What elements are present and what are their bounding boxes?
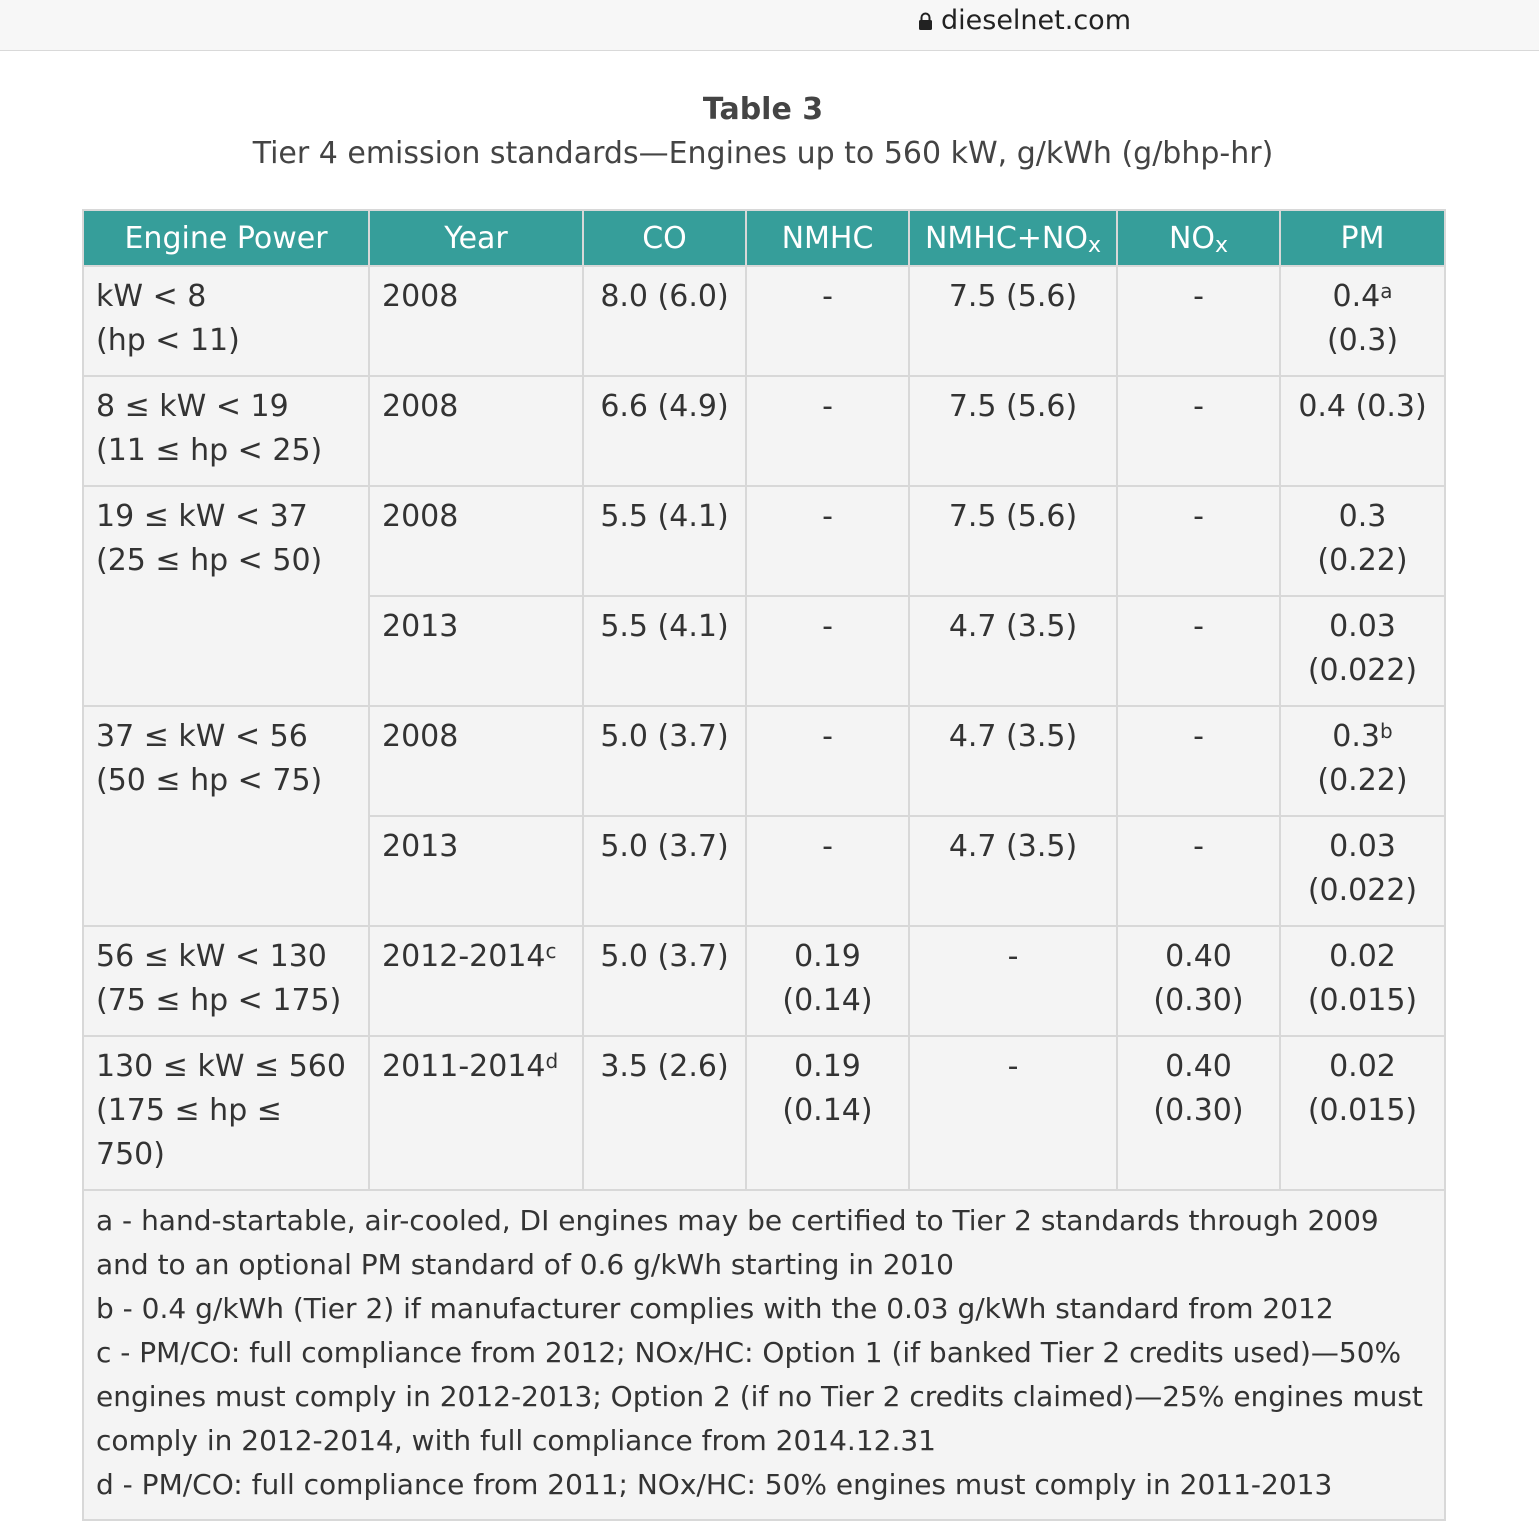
nmhc-cell <box>746 1036 909 1190</box>
pm-value: 0.3 <box>1332 719 1380 754</box>
table-title: Table 3 <box>702 92 824 127</box>
nmhc-cell: - <box>746 816 909 926</box>
pm-value-hp: (0.015) <box>1307 1093 1418 1128</box>
engine-power-cell <box>83 1036 369 1190</box>
table-row <box>83 376 1445 486</box>
nmhc-nox-cell: 4.7 (3.5) <box>909 706 1117 816</box>
engine-power-cell <box>83 376 369 486</box>
co-cell: 6.6 (4.9) <box>583 376 746 486</box>
header-year: Year <box>369 210 583 266</box>
header-co: CO <box>583 210 746 266</box>
engine-power-cell <box>83 706 369 926</box>
power-hp: (175 ≤ hp ≤ 750) <box>96 1093 282 1172</box>
nmhc-cell: - <box>746 706 909 816</box>
nmhc-value: 0.19 <box>794 1049 861 1084</box>
year-value: 2011-2014 <box>382 1049 546 1084</box>
footnote-a: a - hand-startable, air-cooled, DI engines may be certified to Tier 2 standards through 2009 and to an optional PM standard of 0.6 g/kWh starting in 2010 <box>96 1204 1379 1281</box>
power-kw: 56 ≤ kW < 130 <box>96 939 327 974</box>
header-nmhc: NMHC <box>746 210 909 266</box>
table-row <box>83 1036 1445 1190</box>
nmhc-cell: - <box>746 266 909 376</box>
table-row <box>83 266 1445 376</box>
power-hp: (11 ≤ hp < 25) <box>96 433 323 468</box>
nox-cell <box>1117 926 1280 1036</box>
power-kw: 130 ≤ kW ≤ 560 <box>96 1049 346 1084</box>
power-hp: (hp < 11) <box>96 323 240 358</box>
power-hp: (50 ≤ hp < 75) <box>96 763 323 798</box>
nmhc-nox-cell: 4.7 (3.5) <box>909 596 1117 706</box>
nmhc-value-hp: (0.14) <box>782 983 873 1018</box>
co-cell: 5.0 (3.7) <box>583 706 746 816</box>
footnote-d: d - PM/CO: full compliance from 2011; NOx/HC: 50% engines must comply in 2011-2013 <box>96 1468 1333 1501</box>
power-hp: (25 ≤ hp < 50) <box>96 543 323 578</box>
pm-value: 0.02 <box>1329 939 1396 974</box>
table-row <box>83 706 1445 816</box>
url-display[interactable] <box>918 4 1131 36</box>
power-kw: 37 ≤ kW < 56 <box>96 719 308 754</box>
table-row <box>83 486 1445 596</box>
pm-value: 0.03 <box>1329 829 1396 864</box>
header-row <box>83 210 1445 266</box>
header-nox-label: NO <box>1168 220 1216 256</box>
pm-value-hp: (0.022) <box>1307 873 1418 908</box>
footnote-b: b - 0.4 g/kWh (Tier 2) if manufacturer complies with the 0.03 g/kWh standard from 2012 <box>96 1292 1334 1325</box>
table-subtitle: Tier 4 emission standards—Engines up to 560 kW, g/kWh (g/bhp-hr) <box>252 136 1274 171</box>
year-cell: 2008 <box>369 266 583 376</box>
pm-cell: 0.4 (0.3) <box>1280 376 1445 486</box>
pm-value: 0.03 <box>1329 609 1396 644</box>
nox-cell: - <box>1117 376 1280 486</box>
header-nox-subscript: x <box>1215 232 1229 258</box>
url-text: dieselnet.com <box>941 4 1131 36</box>
nmhc-nox-cell: 7.5 (5.6) <box>909 266 1117 376</box>
engine-power-cell <box>83 926 369 1036</box>
year-cell: 2008 <box>369 376 583 486</box>
year-value: 2012-2014 <box>382 939 546 974</box>
nox-cell: - <box>1117 816 1280 926</box>
pm-cell <box>1280 1036 1445 1190</box>
nox-value-hp: (0.30) <box>1153 1093 1244 1128</box>
pm-value-hp: (0.22) <box>1317 763 1408 798</box>
header-nmhc-nox-label: NMHC+NO <box>924 220 1088 256</box>
nox-cell: - <box>1117 486 1280 596</box>
nox-value: 0.40 <box>1165 1049 1232 1084</box>
footnotes-row <box>83 1190 1445 1520</box>
pm-cell <box>1280 926 1445 1036</box>
nox-value-hp: (0.30) <box>1153 983 1244 1018</box>
nmhc-cell <box>746 926 909 1036</box>
footnote-marker: d <box>545 1049 559 1073</box>
pm-value-hp: (0.022) <box>1307 653 1418 688</box>
power-kw: 19 ≤ kW < 37 <box>96 499 308 534</box>
co-cell: 3.5 (2.6) <box>583 1036 746 1190</box>
engine-power-cell <box>83 266 369 376</box>
nox-cell: - <box>1117 266 1280 376</box>
year-cell: 2008 <box>369 486 583 596</box>
year-cell: 2013 <box>369 596 583 706</box>
nox-value: 0.40 <box>1165 939 1232 974</box>
co-cell: 5.0 (3.7) <box>583 926 746 1036</box>
power-kw: 8 ≤ kW < 19 <box>96 389 289 424</box>
pm-value: 0.02 <box>1329 1049 1396 1084</box>
header-nmhc-nox <box>909 210 1117 266</box>
footnote-marker: a <box>1380 279 1393 303</box>
nmhc-nox-cell: 7.5 (5.6) <box>909 376 1117 486</box>
footnote-marker: b <box>1380 719 1393 743</box>
nmhc-cell: - <box>746 486 909 596</box>
pm-cell <box>1280 266 1445 376</box>
header-nmhc-nox-subscript: x <box>1088 232 1102 258</box>
nmhc-nox-cell: - <box>909 1036 1117 1190</box>
nox-cell: - <box>1117 706 1280 816</box>
co-cell: 5.0 (3.7) <box>583 816 746 926</box>
year-cell <box>369 926 583 1036</box>
year-cell <box>369 1036 583 1190</box>
table-row <box>83 926 1445 1036</box>
nmhc-cell: - <box>746 376 909 486</box>
nmhc-nox-cell: 4.7 (3.5) <box>909 816 1117 926</box>
lock-icon <box>918 12 933 30</box>
pm-cell <box>1280 816 1445 926</box>
header-engine-power: Engine Power <box>83 210 369 266</box>
nmhc-cell: - <box>746 596 909 706</box>
header-pm: PM <box>1280 210 1445 266</box>
engine-power-cell <box>83 486 369 706</box>
co-cell: 5.5 (4.1) <box>583 596 746 706</box>
emission-standards-table <box>82 209 1446 1521</box>
co-cell: 5.5 (4.1) <box>583 486 746 596</box>
co-cell: 8.0 (6.0) <box>583 266 746 376</box>
nmhc-value: 0.19 <box>794 939 861 974</box>
nmhc-value-hp: (0.14) <box>782 1093 873 1128</box>
address-bar[interactable] <box>0 0 1539 51</box>
pm-value: 0.4 <box>1332 279 1381 314</box>
nox-cell <box>1117 1036 1280 1190</box>
footnotes <box>83 1190 1445 1520</box>
pm-value-hp: (0.015) <box>1307 983 1418 1018</box>
footnote-marker: c <box>545 939 557 963</box>
year-cell: 2013 <box>369 816 583 926</box>
footnote-c: c - PM/CO: full compliance from 2012; NOx/HC: Option 1 (if banked Tier 2 credits used)—50% engines must comply in 2012-2013; Option 2 (if no Tier 2 credits claimed)—25% engines must comply in 2012-2014, with full compliance from 2014.12.31 <box>96 1336 1423 1457</box>
pm-cell <box>1280 706 1445 816</box>
power-kw: kW < 8 <box>96 279 207 314</box>
header-nox <box>1117 210 1280 266</box>
year-cell: 2008 <box>369 706 583 816</box>
nmhc-nox-cell: 7.5 (5.6) <box>909 486 1117 596</box>
pm-value-hp: (0.3) <box>1326 323 1399 358</box>
nmhc-nox-cell: - <box>909 926 1117 1036</box>
pm-cell: 0.3 (0.22) <box>1280 486 1445 596</box>
power-hp: (75 ≤ hp < 175) <box>96 983 342 1018</box>
pm-cell <box>1280 596 1445 706</box>
nox-cell: - <box>1117 596 1280 706</box>
